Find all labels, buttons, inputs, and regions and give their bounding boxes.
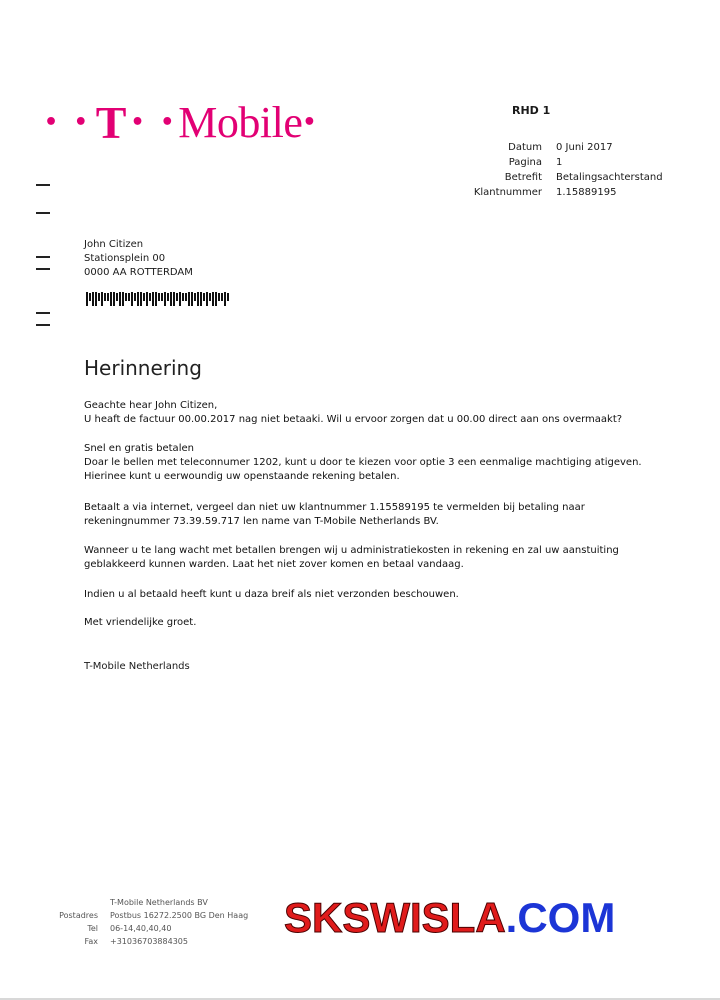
meta-label-datum: Datum (508, 142, 542, 153)
fold-mark (36, 184, 50, 186)
fold-mark (36, 212, 50, 214)
barcode-bar (101, 292, 103, 306)
barcode-bar (116, 293, 118, 301)
logo-t-mark: T (95, 96, 127, 148)
barcode-bar (227, 293, 229, 301)
footer-value-tel: 06-14,40,40,40 (110, 924, 172, 933)
payment-section (84, 442, 664, 484)
footer-label-tel: Tel (87, 924, 98, 933)
meta-value-betreft: Betalingsachterstand (556, 172, 663, 183)
watermark-part2: .COM (505, 894, 616, 941)
letter-salutation-block (84, 399, 664, 427)
barcode-bar (122, 292, 124, 306)
barcode-bar (125, 293, 127, 301)
barcode-bar (98, 293, 100, 301)
postal-barcode (86, 288, 229, 306)
barcode-bar (92, 292, 94, 306)
barcode-bar (224, 292, 226, 306)
barcode-bar (149, 293, 151, 301)
barcode-bar (119, 292, 121, 306)
meta-value-datum: 0 Juni 2017 (556, 142, 613, 153)
meta-label-klantnummer: Klantnummer (473, 187, 542, 198)
fold-mark (36, 256, 50, 258)
barcode-bar (185, 293, 187, 301)
barcode-bar (170, 292, 172, 306)
footer-label-fax: Fax (84, 937, 98, 946)
barcode-bar (131, 292, 133, 306)
barcode-bar (155, 292, 157, 306)
recipient-name: John Citizen (84, 239, 144, 250)
barcode-bar (137, 292, 139, 306)
logo-dots-mid: • • (130, 109, 179, 135)
barcode-bar (203, 293, 205, 301)
barcode-bar (221, 293, 223, 301)
salutation: Geachte hear John Citizen, (84, 400, 218, 411)
barcode-bar (215, 292, 217, 306)
recipient-address (84, 238, 193, 280)
barcode-bar (194, 293, 196, 301)
barcode-bar (158, 293, 160, 301)
internet-payment-paragraph: Betaalt a via internet, vergeel dan niet uw klantnummer 1.15589195 te vermelden bij betaling naar rekeningnummer 73.39.59.717 len name van T-Mobile Netherlands BV. (84, 502, 585, 527)
meta-value-klantnummer: 1.15889195 (556, 187, 617, 198)
logo-dots-left: • • (44, 109, 92, 135)
intro-paragraph: U heaft de factuur 00.00.2017 nag niet betaaki. Wil u ervoor zorgen dat u 00.00 direct aan ons overmaakt? (84, 414, 623, 425)
t-mobile-logo (44, 92, 320, 152)
barcode-bar (200, 292, 202, 306)
fold-mark (36, 268, 50, 270)
barcode-bar (107, 293, 109, 301)
phone-payment-paragraph: Doar le bellen met teleconnumer 1202, kunt u door te kiezen voor optie 3 een eenmalige machtiging atigeven. Hierinee kunt u eerwoundig uw openstaande rekening betalen. (84, 457, 642, 482)
barcode-bar (179, 292, 181, 306)
barcode-bar (212, 292, 214, 306)
meta-values (556, 140, 663, 200)
closing: Met vriendelijke groet. (84, 617, 197, 628)
footer-values (110, 896, 248, 948)
signature: T-Mobile Netherlands (84, 661, 190, 672)
late-payment-paragraph: Wanneer u te lang wacht met betallen brengen wij u administratiekosten in rekening en zal uw aanstuiting geblakkeerd kunnen warden. Laat het niet zover komen en betaal vandaag. (84, 545, 619, 570)
footer-label-postadres: Postadres (59, 911, 98, 920)
fold-mark (36, 324, 50, 326)
barcode-bar (95, 292, 97, 306)
footer-value-postadres: Postbus 16272.2500 BG Den Haag (110, 911, 249, 920)
recipient-street: Stationsplein 00 (84, 253, 166, 264)
already-paid-paragraph: Indien u al betaald heeft kunt u daza breif als niet verzonden beschouwen. (84, 589, 459, 600)
fold-mark (36, 312, 50, 314)
barcode-bar (206, 292, 208, 306)
footer-company: T-Mobile Netherlands BV (110, 898, 208, 907)
barcode-bar (143, 293, 145, 301)
barcode-bar (209, 293, 211, 301)
recipient-city: 0000 AA ROTTERDAM (84, 267, 193, 278)
barcode-bar (152, 292, 154, 306)
meta-label-betreft: Betrefit (504, 172, 542, 183)
barcode-bar (134, 293, 136, 301)
barcode-bar (86, 292, 88, 306)
barcode-bar (191, 292, 193, 306)
meta-labels (440, 140, 542, 200)
meta-label-pagina: Pagina (508, 157, 542, 168)
watermark-part1: SKSWISLA (284, 894, 506, 941)
barcode-bar (110, 292, 112, 306)
logo-wordmark: Mobile (178, 97, 303, 147)
barcode-bar (218, 293, 220, 301)
barcode-bar (167, 293, 169, 301)
footer-value-fax: +31036703884305 (110, 937, 188, 946)
barcode-bar (161, 293, 163, 301)
letter-title: Herinnering (84, 356, 202, 380)
barcode-bar (89, 293, 91, 301)
barcode-bar (128, 293, 130, 301)
meta-value-pagina: 1 (556, 157, 563, 168)
logo-dot-right: • (302, 109, 321, 135)
barcode-bar (188, 292, 190, 306)
barcode-bar (104, 293, 106, 301)
barcode-bar (140, 292, 142, 306)
barcode-bar (197, 292, 199, 306)
footer-labels (54, 896, 98, 948)
barcode-bar (113, 292, 115, 306)
barcode-bar (164, 292, 166, 306)
watermark (284, 894, 615, 942)
barcode-bar (173, 292, 175, 306)
barcode-bar (176, 293, 178, 301)
reference-code: RHD 1 (512, 104, 551, 117)
barcode-bar (182, 293, 184, 301)
barcode-bar (146, 292, 148, 306)
section-title: Snel en gratis betalen (84, 443, 194, 454)
